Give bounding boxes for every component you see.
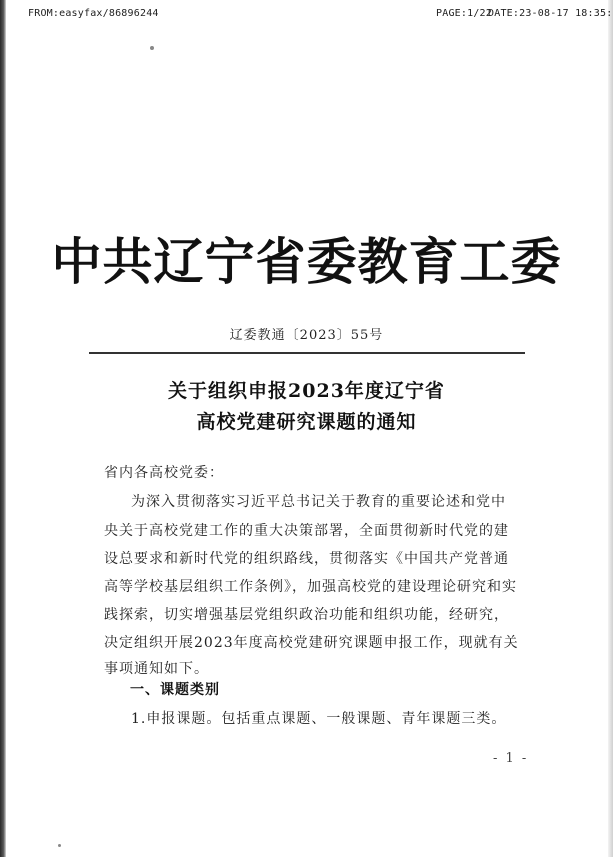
body-line: 高等学校基层组织工作条例》，加强高校党的建设理论研究和实 [104,579,517,595]
page-number: - 1 - [493,751,529,766]
body-line: 央关于高校党建工作的重大决策部署，全面贯彻新时代党的建 [104,523,509,539]
salutation: 省内各高校党委： [104,465,224,481]
body-line: 事项通知如下。 [104,661,209,677]
notice-title-line-2: 高校党建研究课题的通知 [196,411,417,433]
document-number: 辽委教通〔2023〕55号 [229,328,384,343]
scan-speck [150,46,154,50]
fax-page-count: PAGE:1/22 [436,8,492,19]
fax-date: DATE:23-08-17 18:35: [488,8,613,19]
body-line: 决定组织开展2023年度高校党建研究课题申报工作，现就有关 [104,635,519,651]
body-line: 为深入贯彻落实习近平总书记关于教育的重要论述和党中 [131,494,506,510]
list-item: 1.申报课题。包括重点课题、一般课题、青年课题三类。 [131,711,507,727]
body-line: 设总要求和新时代党的组织路线，贯彻落实《中国共产党普通 [104,551,509,567]
body-line: 践探索，切实增强基层党组织政治功能和组织功能，经研究， [104,607,509,623]
scan-speck [58,844,61,847]
fax-from: FROM:easyfax/86896244 [28,8,159,19]
header-rule [89,352,525,354]
issuer-title: 中共辽宁省委教育工委 [51,232,562,291]
notice-title-line-1: 关于组织申报2023年度辽宁省 [168,380,445,402]
section-heading: 一、课题类别 [130,682,220,698]
